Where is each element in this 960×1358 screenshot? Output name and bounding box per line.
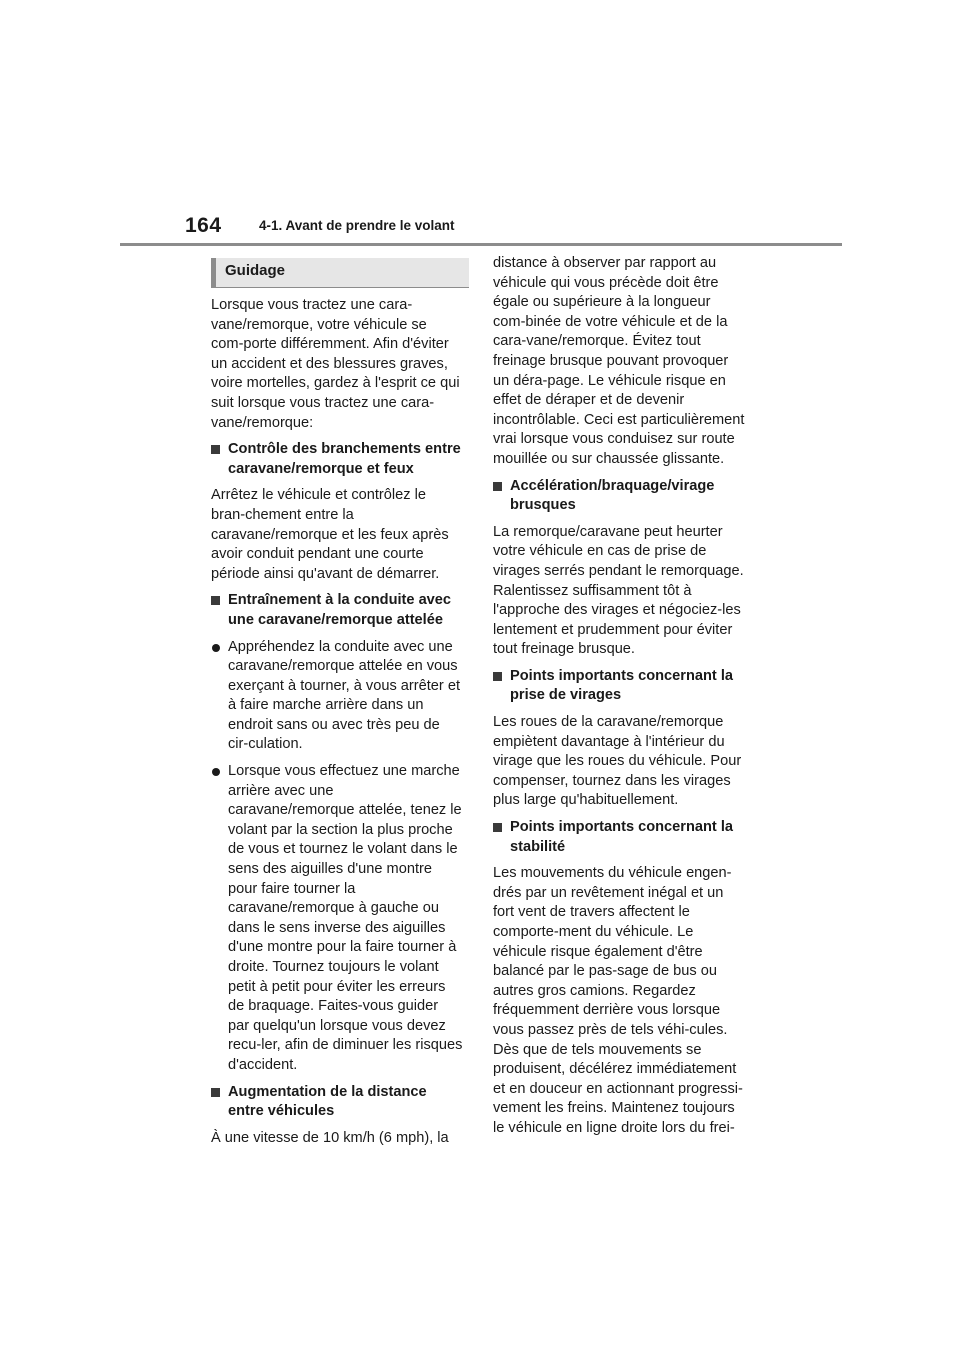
guidage-box-title: Guidage [211, 258, 469, 288]
square-bullet-icon [493, 823, 502, 832]
square-bullet-icon [211, 445, 220, 454]
subheading-virages [493, 667, 745, 706]
subheading-stabilite [493, 818, 745, 857]
right-column [493, 254, 745, 1146]
subheading-text: Points importants concernant la stabilité [510, 819, 733, 855]
paragraph-stabilite: Les mouvements du véhicule engen-drés par un revêtement inégal et un fort vent de travers affectent le comporte-ment du véhicule. Le véhicule risque également d'être balancé par le pas-sage de bus ou autres gros camions. Regardez fréquemment derrière vous lorsque vous passez près de tels véhi-cules. Dès que de tels mouvements se produisent, décélérez immédiatement et en douceur en actionnant progressi-vement les freins. Maintenez toujours le véhicule en ligne droite lors du frei- [493, 865, 743, 1136]
square-bullet-icon [211, 596, 220, 605]
list-item [211, 762, 463, 1076]
square-bullet-icon [493, 482, 502, 491]
paragraph-distance-start: À une vitesse de 10 km/h (6 mph), la [211, 1129, 449, 1146]
subheading-text: Contrôle des branchements entre caravane/remorque et feux [228, 441, 461, 477]
square-bullet-icon [493, 672, 502, 681]
header-rule [120, 243, 842, 246]
page-number: 164 [185, 214, 222, 237]
subheading-text: Accélération/braquage/virage brusques [510, 477, 715, 514]
list-item-text: Appréhendez la conduite avec une caravane/remorque attelée en vous exerçant à tourner, à vous arrêter et à faire marche arrière dans un endroit sans ou avec très peu de cir-culation. [228, 638, 461, 753]
list-item-text: Lorsque vous effectuez une marche arrière avec une caravane/remorque attelée, tenez le volant par la section la plus proche de vous et tournez le volant dans le sens des aiguilles d'une montre pour faire tourner la caravane/remorque à gauche ou dans le sens inverse des aiguilles d'une montre pour la faire tourner à droite. Tournez toujours le volant petit à petit pour éviter les erreurs de braquage. Faites-vous guider par quelqu'un lorsque vous devez recu-ler, afin de diminuer les risques d'accident. [228, 763, 463, 1073]
paragraph-branchements: Arrêtez le véhicule et contrôlez le bran-chement entre la caravane/remorque et les feux après avoir conduit pendant une courte période ainsi qu'avant de démarrer. [211, 487, 449, 582]
paragraph-distance-continued: distance à observer par rapport au véhicule qui vous précède doit être égale ou supérieure à la longueur com-binée de votre véhicule et de la cara-vane/remorque. Évitez tout freinage brusque pouvant provoquer un déra-page. Le véhicule risque en effet de déraper et de devenir incontrôlable. Ceci est particulièrement vrai lorsque vous conduisez sur route mouillée ou sur chaussée glissante. [493, 255, 745, 467]
subheading-distance [211, 1083, 463, 1122]
subheading-text: Points importants concernant la prise de virages [510, 667, 733, 704]
intro-paragraph: Lorsque vous tractez une cara-vane/remorque, votre véhicule se com-porte différemment. Afin d'éviter un accident et des blessures graves, voire mortelles, gardez à l'esprit ce qui suit lorsque vous tractez une cara-vane/remorque: [211, 297, 460, 431]
subheading-text: Entraînement à la conduite avec une caravane/remorque attelée [228, 592, 452, 628]
subheading-entrainement [211, 591, 463, 630]
round-bullet-icon [212, 768, 220, 776]
subheading-text: Augmentation de la distance entre véhicules [228, 1083, 427, 1120]
list-item [211, 638, 463, 756]
section-title: 4-1. Avant de prendre le volant [259, 218, 455, 233]
paragraph-acceleration: La remorque/caravane peut heurter votre véhicule en cas de prise de virages serrés pendant le remorquage. Ralentissez suffisamment tôt à l'approche des virages et négociez-les lentement et prudemment pour éviter tout freinage brusque. [493, 523, 744, 658]
subheading-branchements [211, 440, 463, 479]
square-bullet-icon [211, 1088, 220, 1097]
left-column [211, 258, 463, 1155]
paragraph-virages: Les roues de la caravane/remorque empiètent davantage à l'intérieur du virage que les roues du véhicule. Pour compenser, tournez dans les virages plus large qu'habituellement. [493, 714, 742, 809]
subheading-acceleration [493, 477, 745, 516]
round-bullet-icon [212, 644, 220, 652]
